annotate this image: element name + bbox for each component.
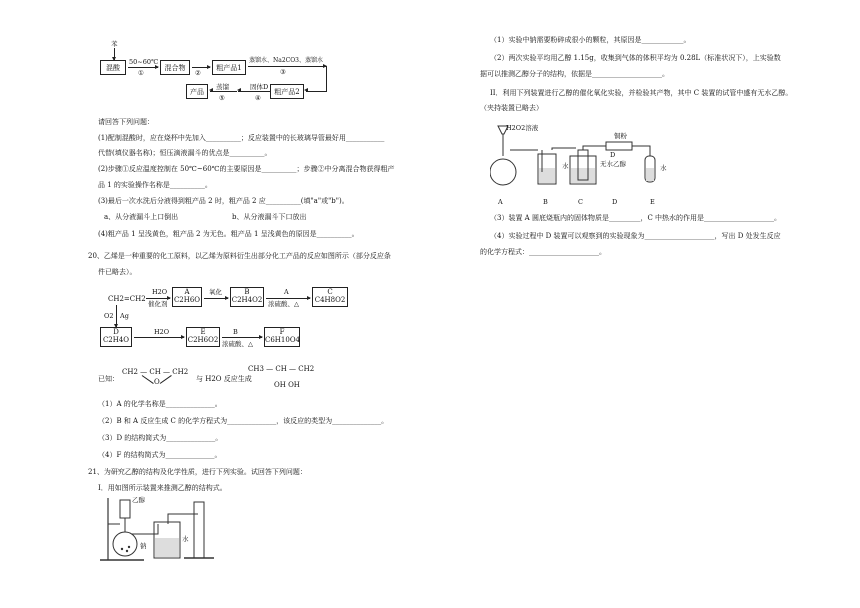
flow-box-crude1: 粗产品1 — [212, 60, 246, 75]
q19-part2-cont: 品 1 的实验操作名称是__________。 — [98, 181, 212, 189]
q21-r2-cont: 据可以推测乙醇分子的结构，依据是____________________。 — [480, 70, 669, 78]
flow-arrow-down — [114, 48, 115, 60]
label-e: E — [650, 198, 655, 206]
label-d-tube: D — [610, 151, 616, 159]
flow2-box-b: B C2H4O2 — [230, 287, 264, 307]
flow-box-mixed-acid: 混酸 — [100, 60, 126, 75]
q19-option-a: a、从分液漏斗上口倒出 — [104, 213, 179, 221]
flow2-r6-bottom: 浓硫酸、△ — [222, 340, 253, 348]
flow-box-mixture: 混合物 — [160, 60, 190, 75]
label-d: D — [612, 198, 618, 206]
flow-box-product: 产品 — [186, 84, 208, 99]
flow-arrow-3 — [248, 66, 326, 67]
flow-label-benzene: 苯 — [111, 40, 118, 48]
flow2-box-a: A C2H6O — [172, 287, 202, 307]
flow2-r1-top: H2O — [152, 288, 168, 296]
flow2-r2-top: 氧化 — [209, 288, 222, 296]
q20-stem: 20、乙烯是一种重要的化工原料，以乙烯为原料衍生出部分化工产品的反应如图所示（部分反应条 — [88, 252, 391, 260]
q20-stem-cont: 件已略去）。 — [98, 268, 137, 276]
flow2-r4-right: Ag — [120, 312, 129, 320]
flow-box-crude2: 粗产品2 — [270, 84, 304, 99]
flow-step3-number: ③ — [280, 68, 286, 76]
flow-step1-number: ① — [138, 69, 144, 77]
q21-r4: （4）实验过程中 D 装置可以观察到的实验现象为____________________，写出 D 处发生反应 — [490, 232, 781, 240]
label-water2: 水 — [562, 162, 569, 170]
flow-step5-text: 蒸馏 — [216, 83, 229, 91]
q21-r3: （3）装置 A 圆底烧瓶内的固体物质是_________，C 中热水的作用是____________________。 — [490, 214, 782, 222]
flow2-r5-top: H2O — [154, 328, 170, 336]
left-column — [88, 0, 433, 608]
label-c: C — [578, 198, 583, 206]
apparatus-catalytic-oxidation — [490, 122, 690, 194]
flow2-start: CH2=CH2 — [108, 295, 146, 303]
flow-step4-number: ④ — [255, 94, 261, 102]
flow2-r4-left: O2 — [104, 312, 114, 320]
flow-step5-number: ⑤ — [219, 94, 225, 102]
apparatus-ethanol-sodium — [98, 494, 218, 564]
q19-part2: (2)步骤①反应温度控制在 50℃~60℃的主要原因是__________；步骤②中分离混合物获得粗产 — [98, 165, 395, 173]
label-h2o2: H2O2溶液 — [506, 124, 539, 132]
label-copper-powder: 铜粉 — [614, 132, 627, 140]
flow2-box-e: E C2H6O2 — [186, 327, 220, 347]
flow2-r1-bottom: 催化剂 — [148, 300, 168, 308]
q19-part3: (3)最后一次水洗后分液得到粗产品 2 时，粗产品 2 应__________(填"a"或"b")。 — [98, 197, 349, 205]
flow-step4-text: 固体D — [250, 83, 269, 91]
label-sodium: 钠 — [140, 542, 147, 550]
right-column — [480, 0, 820, 608]
q21-r1: （1）实验中钠需要粉碎成很小的颗粒，其原因是____________。 — [490, 36, 691, 44]
q20-q1: （1）A 的化学名称是______________。 — [98, 400, 222, 408]
q20-known-ring-o: O — [154, 378, 160, 386]
flow-step1-condition: 50~60℃ — [129, 58, 159, 66]
q19-option-b: b、从分液漏斗下口放出 — [232, 213, 307, 221]
flow2-box-d: D C2H4O — [100, 327, 132, 347]
label-water3: 水 — [660, 164, 667, 172]
label-ethanol: 乙醇 — [132, 496, 145, 504]
flow-arrow-1 — [128, 67, 158, 68]
q20-known-ring: CH2 — CH — CH2 — [122, 368, 189, 376]
flow-step2-number: ② — [195, 69, 201, 77]
q19-part1-cont: 代替(填仪器名称)；恒压滴液漏斗的优点是__________。 — [98, 149, 272, 157]
q20-q3: （3）D 的结构简式为______________。 — [98, 434, 223, 442]
q21-r4-cont: 的化学方程式：____________________。 — [480, 248, 606, 256]
q20-known-product: CH3 — CH — CH2 — [248, 365, 315, 373]
q21-part2: II．利用下列装置进行乙醇的催化氧化实验，并检验其产物，其中 C 装置的试管中盛有无水乙醇。 — [490, 89, 793, 97]
q19-part4: (4)粗产品 1 呈浅黄色，粗产品 2 为无色。粗产品 1 呈浅黄色的原因是__________。 — [98, 230, 359, 238]
q21-r2: （2）两次实验平均用乙醇 1.15g，收集到气体的体积平均为 0.28L（标准状况下），上实验数 — [490, 54, 781, 62]
q21-part2-cont: （夹持装置已略去） — [480, 104, 543, 112]
q20-known-mid: 与 H2O 反应生成 — [196, 375, 252, 383]
q20-known-prefix: 已知： — [98, 375, 119, 383]
flow2-box-f: F C6H10O4 — [264, 327, 300, 347]
q21-stem: 21、为研究乙醇的结构及化学性质，进行下列实验。试回答下列问题： — [88, 468, 307, 476]
flow2-r3-bottom: 浓硫酸、△ — [268, 300, 299, 308]
flow2-r6-top: B — [233, 328, 238, 336]
q21-part1: I．用如图所示装置来推测乙醇的结构式。 — [98, 484, 227, 492]
label-anhydrous-ethanol: 无水乙醇 — [600, 160, 626, 168]
flow-arrow-2 — [192, 67, 210, 68]
q20-q4: （4）F 的结构简式为______________。 — [98, 451, 222, 459]
flow2-box-c: C C4H8O2 — [312, 287, 348, 307]
label-a: A — [498, 198, 503, 206]
flow2-r3-top: A — [284, 288, 289, 296]
q19-intro: 请回答下列问题： — [98, 118, 154, 126]
flow-step3-text: 蒸馏水、Na2CO3、蒸馏水 — [249, 57, 323, 64]
label-b: B — [543, 198, 548, 206]
q20-q2: （2）B 和 A 反应生成 C 的化学方程式为______________，该反应的类型为______________。 — [98, 417, 389, 425]
label-water: 水 — [182, 535, 189, 543]
q20-known-product-oh: OH OH — [274, 381, 300, 389]
q19-part1: (1)配制混酸时，应在烧杯中先加入__________；反应装置中的长玻璃导管最好用___________ — [98, 134, 385, 142]
